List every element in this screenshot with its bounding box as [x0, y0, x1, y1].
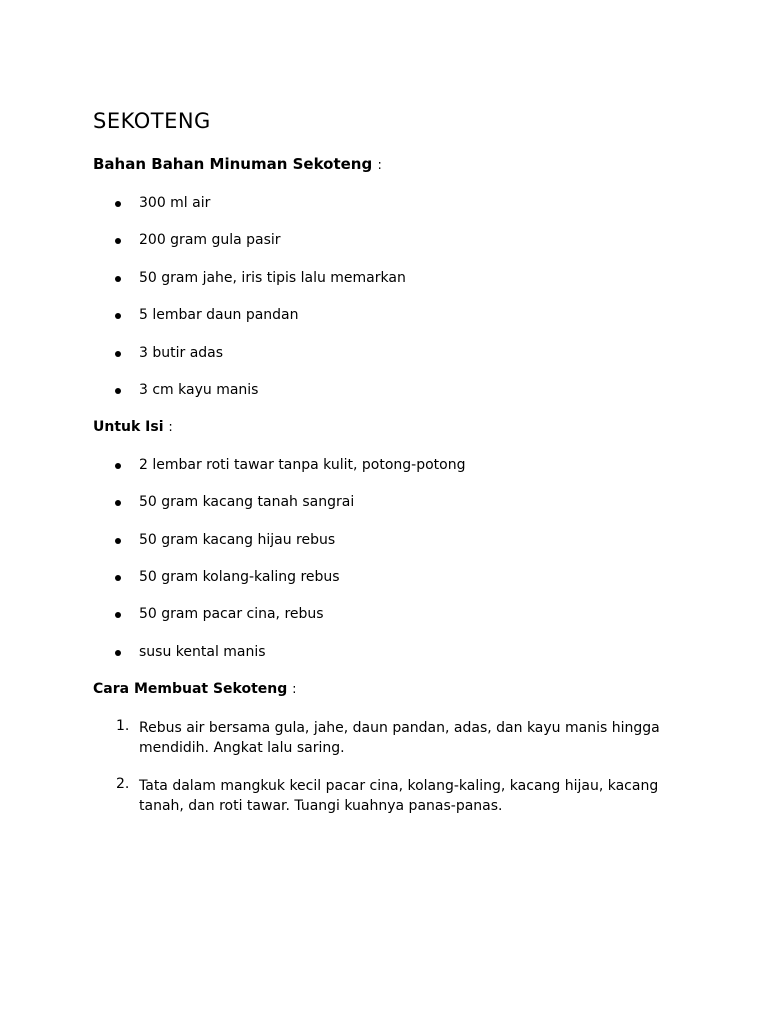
bullet-icon	[115, 201, 121, 207]
section-heading-text: Cara Membuat Sekoteng	[93, 681, 288, 697]
bullet-icon	[115, 351, 121, 357]
bullet-icon	[115, 238, 121, 244]
list-item-text: susu kental manis	[139, 644, 266, 660]
list-item-text: 300 ml air	[139, 195, 211, 211]
list-item-text: 50 gram kacang tanah sangrai	[139, 494, 355, 510]
section-heading-method	[93, 681, 297, 697]
section-heading-text: Untuk Isi	[93, 419, 164, 435]
bullet-icon	[115, 313, 121, 319]
section-heading-ingredients	[93, 155, 382, 173]
heading-colon: :	[292, 682, 297, 697]
section-heading-filling	[93, 419, 173, 435]
step-number: 2.	[116, 776, 130, 792]
bullet-icon	[115, 463, 121, 469]
bullet-icon	[115, 650, 121, 656]
step-number: 1.	[116, 718, 130, 734]
list-item-text: 50 gram kolang-kaling rebus	[139, 569, 340, 585]
document-title: SEKOTENG	[93, 109, 211, 133]
list-item-text: 50 gram kacang hijau rebus	[139, 532, 336, 548]
bullet-icon	[115, 276, 121, 282]
list-item-text: 200 gram gula pasir	[139, 232, 281, 248]
list-item-text: 2 lembar roti tawar tanpa kulit, potong-potong	[139, 457, 466, 473]
section-heading-text: Bahan Bahan Minuman Sekoteng	[93, 155, 373, 173]
bullet-icon	[115, 388, 121, 394]
bullet-icon	[115, 500, 121, 506]
bullet-icon	[115, 575, 121, 581]
list-item-text: 50 gram pacar cina, rebus	[139, 606, 324, 622]
heading-colon: :	[377, 158, 382, 173]
heading-colon: :	[168, 420, 173, 435]
step-text: Rebus air bersama gula, jahe, daun pandan, adas, dan kayu manis hingga mendidih. Angkat lalu saring.	[139, 720, 660, 756]
list-item-text: 3 cm kayu manis	[139, 382, 259, 398]
list-item-text: 5 lembar daun pandan	[139, 307, 299, 323]
list-item-text: 3 butir adas	[139, 345, 224, 361]
step-text: Tata dalam mangkuk kecil pacar cina, kolang-kaling, kacang hijau, kacang tanah, dan roti tawar. Tuangi kuahnya panas-panas.	[139, 778, 659, 814]
list-item-text: 50 gram jahe, iris tipis lalu memarkan	[139, 270, 406, 286]
bullet-icon	[115, 538, 121, 544]
bullet-icon	[115, 612, 121, 618]
